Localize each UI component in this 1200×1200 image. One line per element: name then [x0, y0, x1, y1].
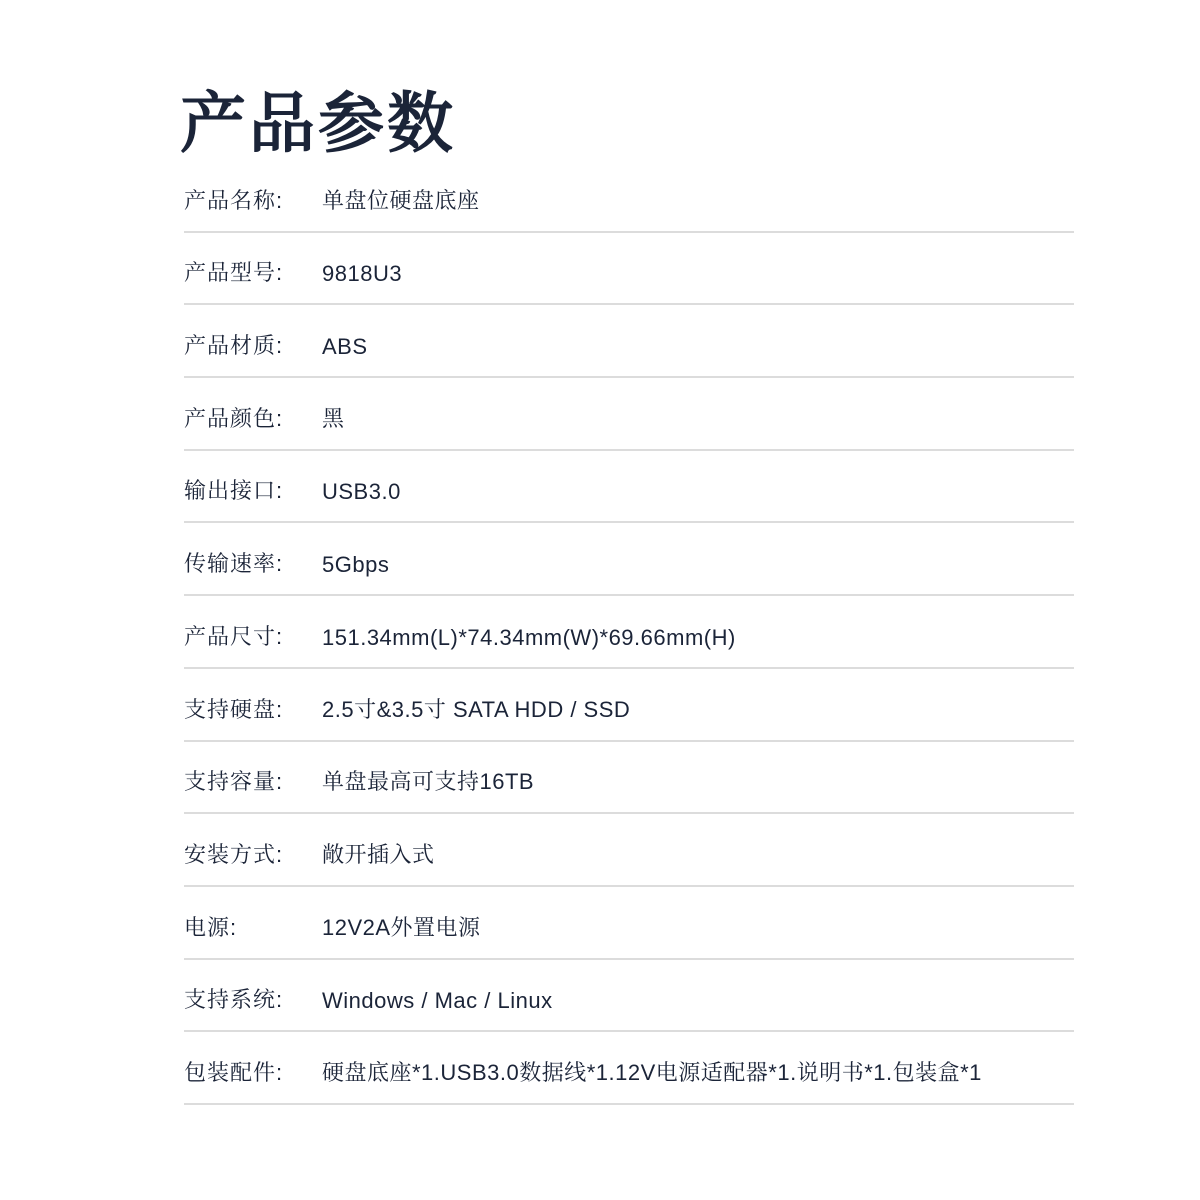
- spec-row: [184, 669, 1074, 742]
- spec-value: Windows / Mac / Linux: [322, 988, 553, 1014]
- spec-label: 支持容量:: [184, 769, 284, 795]
- page-title: 产品参数: [180, 86, 456, 160]
- spec-label: 产品尺寸:: [184, 623, 284, 649]
- spec-value: 5Gbps: [322, 552, 390, 578]
- spec-value: 2.5寸&3.5寸 SATA HDD / SSD: [322, 696, 631, 722]
- spec-row: [184, 451, 1074, 524]
- spec-label: 安装方式:: [184, 841, 284, 867]
- spec-table: [184, 160, 1074, 1105]
- spec-label: 产品材质:: [184, 333, 284, 359]
- spec-row: [184, 960, 1074, 1033]
- spec-value: 敞开插入式: [322, 841, 435, 867]
- spec-value: 12V2A外置电源: [322, 914, 481, 940]
- spec-label: 包装配件:: [184, 1059, 284, 1085]
- spec-label: 产品型号:: [184, 260, 284, 286]
- spec-row: [184, 887, 1074, 960]
- spec-row: [184, 1032, 1074, 1105]
- spec-value: 单盘位硬盘底座: [322, 187, 480, 213]
- spec-row: [184, 233, 1074, 306]
- spec-value: ABS: [322, 334, 368, 360]
- spec-row: [184, 742, 1074, 815]
- spec-value: USB3.0: [322, 479, 401, 505]
- spec-label: 产品颜色:: [184, 405, 284, 431]
- spec-label: 产品名称:: [184, 187, 284, 213]
- spec-row: [184, 596, 1074, 669]
- spec-value: 黑: [322, 405, 345, 431]
- spec-row: [184, 378, 1074, 451]
- spec-label: 传输速率:: [184, 551, 284, 577]
- spec-row: [184, 814, 1074, 887]
- spec-value: 151.34mm(L)*74.34mm(W)*69.66mm(H): [322, 624, 736, 650]
- spec-value: 9818U3: [322, 261, 403, 287]
- spec-row: [184, 523, 1074, 596]
- spec-label: 支持硬盘:: [184, 696, 284, 722]
- spec-value: 硬盘底座*1.USB3.0数据线*1.12V电源适配器*1.说明书*1.包装盒*1: [322, 1059, 982, 1085]
- spec-row: [184, 160, 1074, 233]
- spec-label: 支持系统:: [184, 987, 284, 1013]
- spec-label: 输出接口:: [184, 478, 284, 504]
- spec-label: 电源:: [184, 914, 238, 940]
- spec-row: [184, 305, 1074, 378]
- spec-value: 单盘最高可支持16TB: [322, 769, 535, 795]
